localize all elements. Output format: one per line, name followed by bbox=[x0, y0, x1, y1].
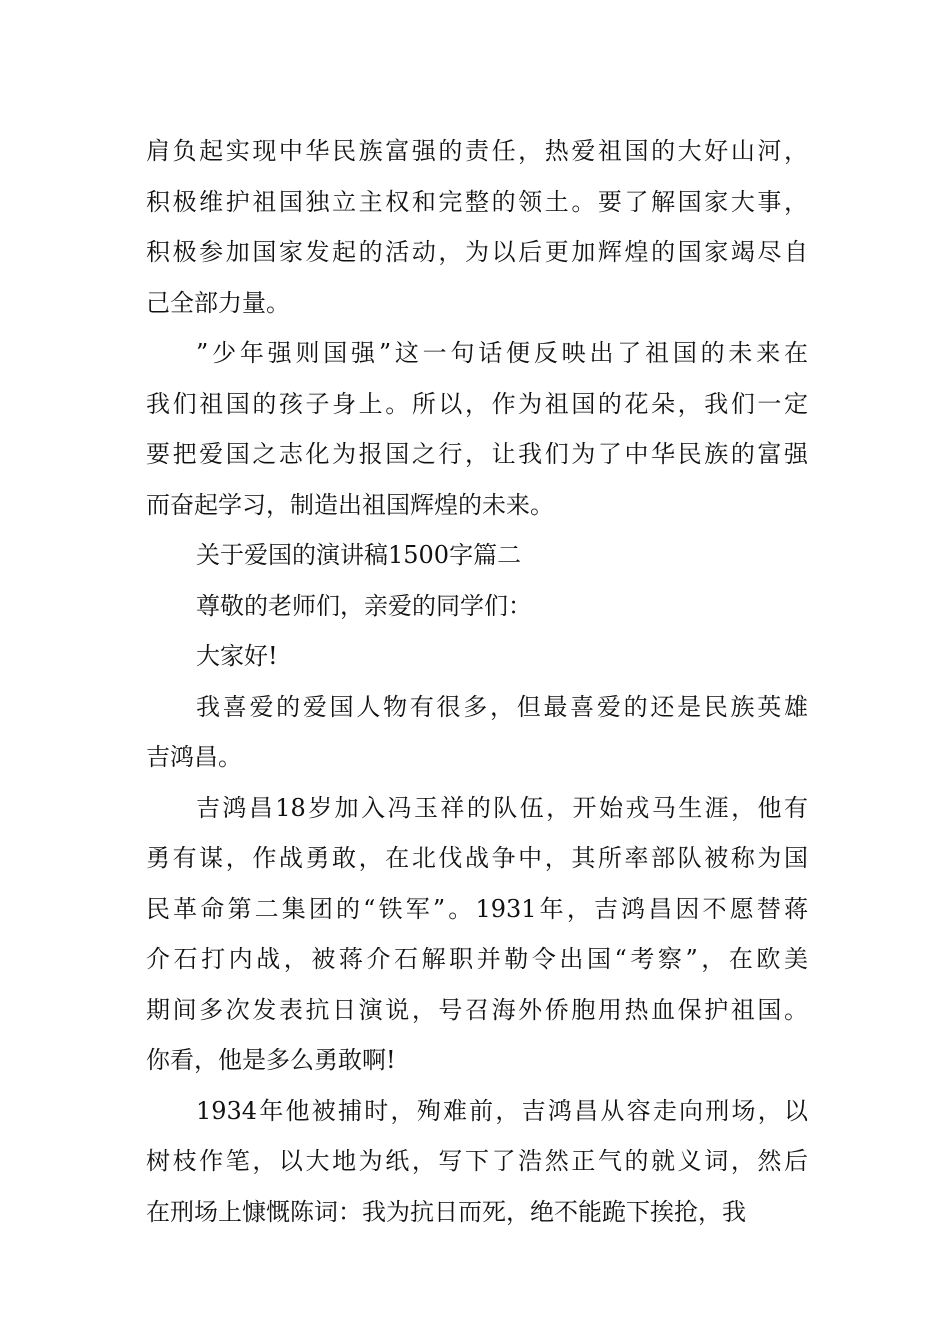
text-line: 我喜爱的爱国人物有很多，但最喜爱的还是民族英雄 bbox=[196, 692, 808, 721]
text-line: 树枝作笔，以大地为纸，写下了浩然正气的就义词，然后 bbox=[146, 1147, 808, 1175]
paragraph-p5 bbox=[146, 631, 808, 682]
text-line: 你看，他是多么勇敢啊! bbox=[146, 1046, 396, 1074]
text-line: ”少年强则国强”这一句话便反映出了祖国的未来在 bbox=[196, 339, 808, 367]
text-line: 肩负起实现中华民族富强的责任，热爱祖国的大好山河， bbox=[146, 137, 808, 165]
paragraph-p3 bbox=[146, 530, 808, 581]
paragraph-p7 bbox=[146, 783, 808, 1086]
paragraph-p6 bbox=[146, 682, 808, 783]
text-line: 民革命第二集团的“铁军”。1931年，吉鸿昌因不愿替蒋 bbox=[146, 894, 808, 923]
text-line: 在刑场上慷慨陈词：我为抗日而死，绝不能跪下挨抢，我 bbox=[146, 1197, 746, 1226]
text-line: 介石打内战，被蒋介石解职并勒令出国“考察”，在欧美 bbox=[146, 945, 808, 973]
text-line: 大家好! bbox=[196, 642, 278, 670]
text-line: 期间多次发表抗日演说，号召海外侨胞用热血保护祖国。 bbox=[146, 995, 808, 1024]
text-line: 尊敬的老师们，亲爱的同学们： bbox=[196, 591, 532, 620]
paragraph-p2 bbox=[146, 328, 808, 530]
document-body bbox=[146, 126, 808, 1237]
text-line: 而奋起学习，制造出祖国辉煌的未来。 bbox=[146, 490, 554, 519]
text-line: 积极维护祖国独立主权和完整的领土。要了解国家大事， bbox=[146, 187, 808, 216]
text-line: 积极参加国家发起的活动，为以后更加辉煌的国家竭尽自 bbox=[146, 238, 808, 266]
text-line: 吉鸿昌18岁加入冯玉祥的队伍，开始戎马生涯，他有 bbox=[196, 793, 808, 822]
paragraph-p8 bbox=[146, 1086, 808, 1238]
text-line: 勇有谋，作战勇敢，在北伐战争中，其所率部队被称为国 bbox=[146, 844, 808, 872]
text-line: 关于爱国的演讲稿1500字篇二 bbox=[196, 541, 522, 569]
text-line: 己全部力量。 bbox=[146, 288, 290, 317]
paragraph-p1 bbox=[146, 126, 808, 328]
text-line: 我们祖国的孩子身上。所以，作为祖国的花朵，我们一定 bbox=[146, 389, 808, 418]
paragraph-p4 bbox=[146, 581, 808, 632]
text-line: 1934年他被捕时，殉难前，吉鸿昌从容走向刑场，以 bbox=[196, 1096, 808, 1125]
text-line: 要把爱国之志化为报国之行，让我们为了中华民族的富强 bbox=[146, 440, 808, 468]
text-line: 吉鸿昌。 bbox=[146, 743, 242, 771]
